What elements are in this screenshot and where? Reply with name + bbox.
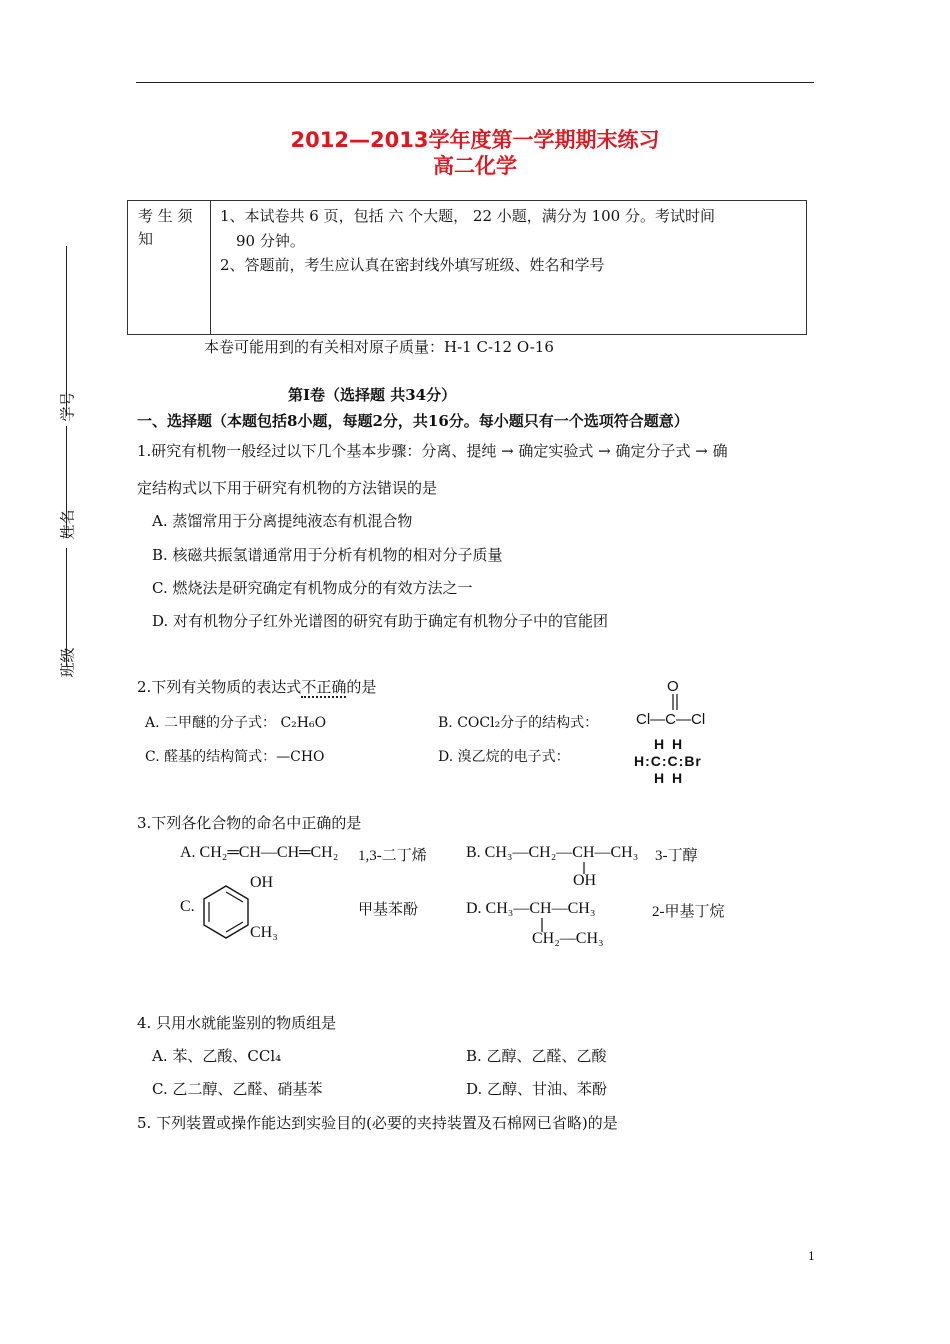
q1-stem: 1.研究有机物一般经过以下几个基本步骤：分离、提纯 → 确定实验式 → 确定分子式 → 确 <box>137 442 728 460</box>
notice-label: 考 生 须 <box>138 207 193 225</box>
ebr-top-h: H H <box>654 736 685 752</box>
q2-option-a: A. 二甲醚的分子式： C₂H₆O <box>145 715 327 731</box>
q1-option-d: D. 对有机物分子红外光谱图的研究有助于确定有机物分子中的官能团 <box>152 612 609 630</box>
q1-stem-cont: 定结构式以下用于研究有机物的方法错误的是 <box>137 479 438 497</box>
q5-stem: 5. 下列装置或操作能达到实验目的(必要的夹持装置及石棉网已省略)的是 <box>137 1114 618 1132</box>
q3-stem: 3.下列各化合物的命名中正确的是 <box>137 814 362 832</box>
q3-b-name: 3-丁醇 <box>655 848 698 864</box>
cocl2-oxygen: O <box>667 678 679 695</box>
q3-c-label: C. <box>180 898 195 915</box>
q3-c-name: 甲基苯酚 <box>358 902 419 918</box>
section-heading: 第Ⅰ卷（选择题 共34分） <box>288 386 457 404</box>
q1-option-a: A. 蒸馏常用于分离提纯液态有机混合物 <box>152 512 413 530</box>
q2-stem <box>137 676 376 697</box>
notice-label-2: 知 <box>138 230 154 248</box>
cocl2-chain: Cl—C—Cl <box>636 711 706 728</box>
exam-title: 2012—2013学年度第一学期期末练习 <box>290 128 660 152</box>
ebr-middle: H:C:C:Br <box>634 753 702 769</box>
class-label: 班级 <box>58 647 77 678</box>
q4-stem: 4. 只用水就能鉴别的物质组是 <box>137 1014 337 1032</box>
q2-option-d: D. 溴乙烷的电子式： <box>438 749 570 765</box>
q2-option-b: B. COCl₂分子的结构式： <box>438 715 599 731</box>
q1-option-c: C. 燃烧法是研究确定有机物成分的有效方法之一 <box>152 579 473 597</box>
ebr-bottom-h: H H <box>654 770 685 786</box>
q4-option-b: B. 乙醇、乙醛、乙酸 <box>466 1047 607 1065</box>
q2-option-c: C. 醛基的结构简式：—CHO <box>145 749 325 765</box>
q4-option-a: A. 苯、乙酸、CCl₄ <box>152 1047 282 1065</box>
atomic-masses: 本卷可能用到的有关相对原子质量：H-1 C-12 O-16 <box>204 338 554 356</box>
q3-c-hydroxyl: OH <box>250 874 274 891</box>
q2-stem-emphasis: 不正确 <box>301 678 347 696</box>
q3-c-methyl: CH₃ <box>250 924 278 941</box>
page-number: 1 <box>808 1250 815 1263</box>
q3-a-formula: A. CH₂═CH—CH═CH₂ <box>180 844 339 861</box>
q3-d-name: 2-甲基丁烷 <box>652 904 725 920</box>
q3-c-benzene-ring <box>196 880 256 944</box>
header-rule <box>136 82 814 83</box>
notice-item-1-cont: 90 分钟。 <box>236 232 305 250</box>
exam-subject: 高二化学 <box>433 154 517 178</box>
name-label: 姓名 <box>58 509 77 540</box>
q3-d-branch: CH₂—CH₃ <box>532 930 604 947</box>
q3-b-formula: B. CH₃—CH₂—CH—CH₃ <box>466 844 639 861</box>
q1-option-b: B. 核磁共振氢谱通常用于分析有机物的相对分子质量 <box>152 546 503 564</box>
notice-item-1: 1、本试卷共 6 页，包括 六 个大题， 22 小题，满分为 100 分。考试时间 <box>220 207 715 225</box>
q4-option-d: D. 乙醇、甘油、苯酚 <box>466 1080 608 1098</box>
q3-a-name: 1,3-二丁烯 <box>358 848 427 864</box>
q2-stem-suffix: 的是 <box>346 678 377 696</box>
student-id-label: 学号 <box>58 391 77 422</box>
q3-d-formula: D. CH₃—CH—CH₃ <box>466 900 596 917</box>
notice-divider <box>210 200 211 334</box>
q4-option-c: C. 乙二醇、乙醛、硝基苯 <box>152 1080 323 1098</box>
section-subheading: 一、选择题（本题包括8小题，每题2分，共16分。每小题只有一个选项符合题意） <box>137 412 689 430</box>
q3-b-hydroxyl: OH <box>573 872 597 889</box>
notice-item-2: 2、答题前，考生应认真在密封线外填写班级、姓名和学号 <box>220 256 605 274</box>
q2-stem-prefix: 2.下列有关物质的表达式 <box>137 678 302 696</box>
cocl2-double-bond <box>670 694 680 712</box>
